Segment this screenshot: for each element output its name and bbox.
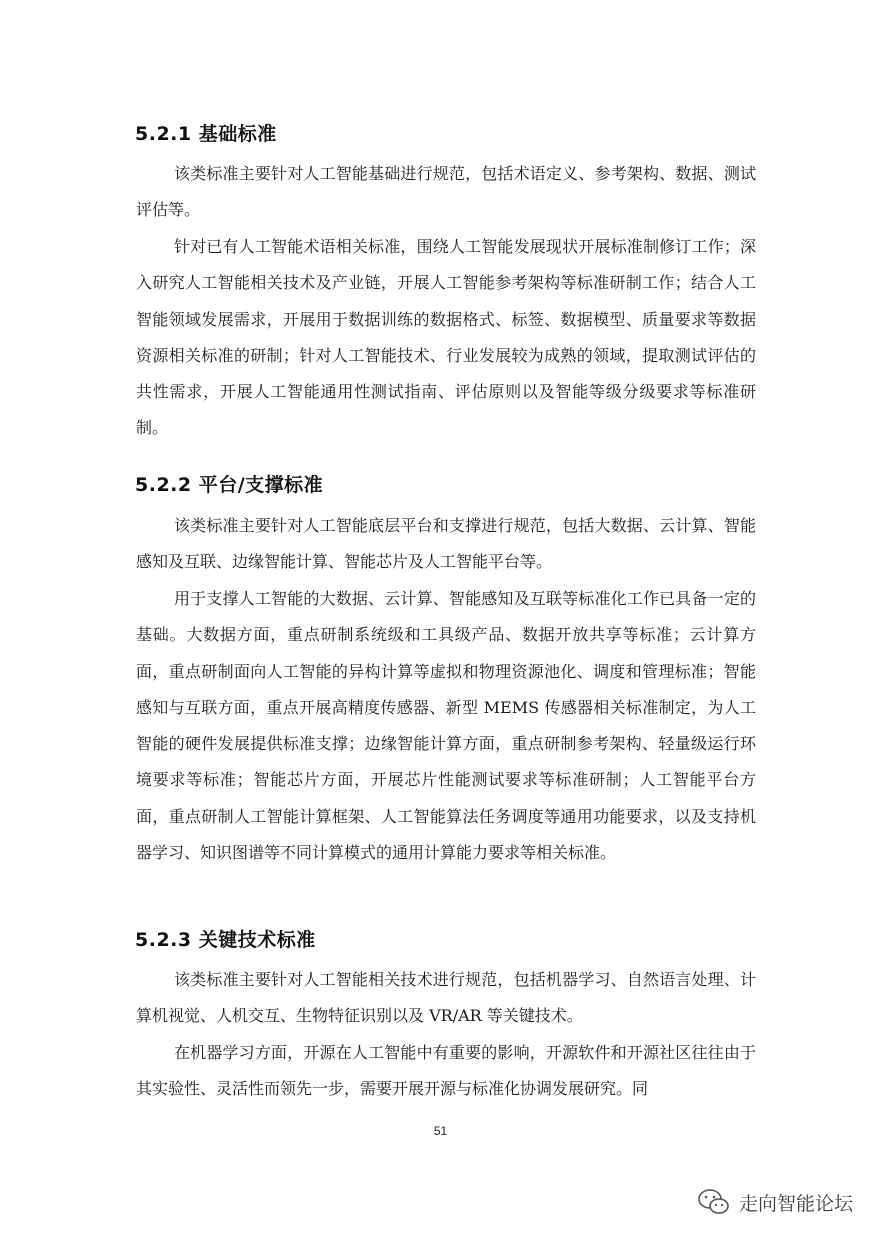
section-heading-5-2-1: 5.2.1 基础标准 — [135, 123, 277, 145]
wechat-icon — [697, 1188, 731, 1216]
paragraph: 针对已有人工智能术语相关标准，围绕人工智能发展现状开展标准制修订工作；深入研究人工智能相关技术及产业链，开展人工智能参考架构等标准研制工作；结合人工智能领域发展需求，开展用于数据训练的数据格式、标签、数据模型、质量要求等数据资源相关标准的研制；针对人工智能技术、行业发展较为成熟的领域，提取测试评估的共性需求，开展人工智能通用性测试指南、评估原则以及智能等级分级要求等标准研制。 — [136, 237, 756, 438]
paragraph: 用于支撑人工智能的大数据、云计算、智能感知及互联等标准化工作已具备一定的基础。大数据方面，重点研制系统级和工具级产品、数据开放共享等标准；云计算方面，重点研制面向人工智能的异构计算等虚拟和物理资源池化、调度和管理标准；智能感知与互联方面，重点开展高精度传感器、新型 MEMS 传感器相关标准制定，为人工智能的硬件发展提供标准支撑；边缘智能计算方面，重点研制参考架构、轻量级运行环境要求等标准；智能芯片方面，开展芯片性能测试要求等标准研制；人工智能平台方面，重点研制人工智能计算框架、人工智能算法任务调度等通用功能要求，以及支持机器学习、知识图谱等不同计算模式的通用计算能力要求等相关标准。 — [136, 589, 756, 863]
paragraph: 该类标准主要针对人工智能基础进行规范，包括术语定义、参考架构、数据、测试评估等。 — [136, 164, 756, 220]
paragraph: 在机器学习方面，开源在人工智能中有重要的影响，开源软件和开源社区往往由于其实验性、灵活性而领先一步，需要开展开源与标准化协调发展研究。同 — [136, 1043, 756, 1099]
paragraph: 该类标准主要针对人工智能底层平台和支撑进行规范，包括大数据、云计算、智能感知及互联、边缘智能计算、智能芯片及人工智能平台等。 — [136, 516, 756, 572]
paragraph: 该类标准主要针对人工智能相关技术进行规范，包括机器学习、自然语言处理、计算机视觉、人机交互、生物特征识别以及 VR/AR 等关键技术。 — [136, 970, 756, 1026]
section-heading-5-2-3: 5.2.3 关键技术标准 — [135, 929, 316, 951]
watermark-text: 走向智能论坛 — [738, 1192, 853, 1215]
watermark — [697, 1188, 853, 1216]
page-number: 51 — [433, 1124, 448, 1138]
section-heading-5-2-2: 5.2.2 平台/支撑标准 — [135, 474, 324, 496]
